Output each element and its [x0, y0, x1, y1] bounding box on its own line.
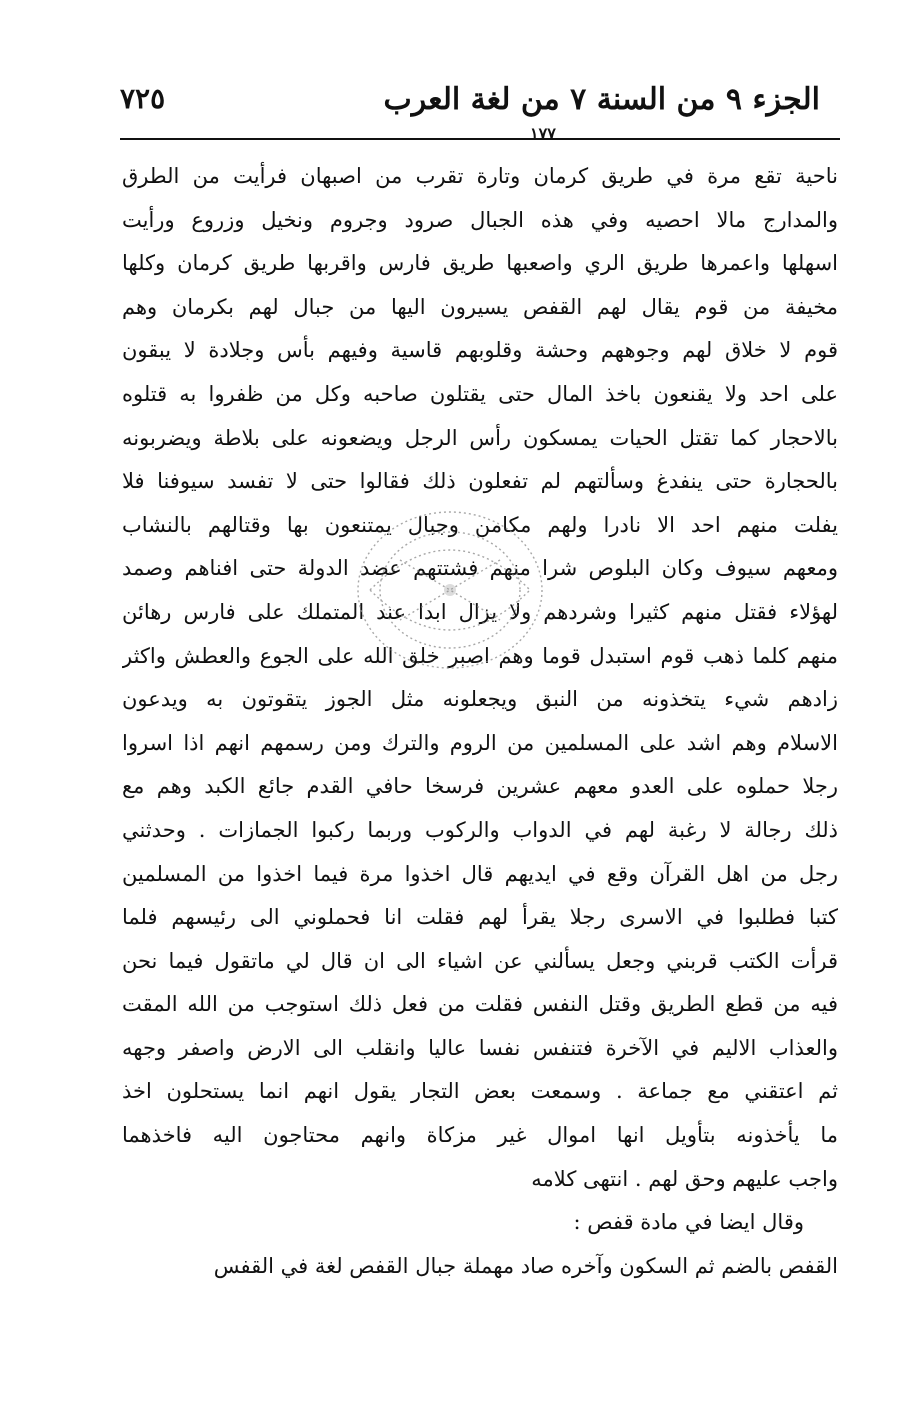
text-line: يفلت منهم احد الا نادرا ولهم مكامن وجبال يمتنعون بها وقتالهم بالنشاب: [122, 512, 838, 537]
page-header: [120, 78, 820, 143]
running-title: الجزء ٩ من السنة ٧ من لغة العرب: [383, 82, 820, 117]
text-line: ذلك رجالة لا رغبة لهم في الدواب والركوب وربما ركبوا الجمازات . وحدثني: [122, 817, 838, 842]
text-line: ناحية تقع مرة في طريق كرمان وتارة تقرب من اصبهان فرأيت من الطرق: [122, 164, 838, 188]
text-line: ما يأخذونه بتأويل انها اموال غير مزكاة وانهم محتاجون اليه فاخذهما: [122, 1123, 838, 1148]
text-line: على احد ولا يقنعون باخذ المال حتى يقتلون صاحبه وكل من ظفروا به قتلوه: [122, 381, 838, 406]
text-line: لهؤلاء فقتل منهم كثيرا وشردهم ولا يزال ابدا عند المتملك على فارس رهائن: [122, 599, 838, 624]
text-line: مخيفة من قوم يقال لهم القفص يسيرون اليها من جبال لهم بكرمان وهم: [122, 294, 838, 319]
final-text-line: القفص بالضم ثم السكون وآخره صاد مهملة جبال القفص لغة في القفس: [213, 1253, 838, 1278]
header-rule: [120, 138, 840, 140]
text-line: كتبا فطلبوا في الاسرى رجلا يقرأ لهم فقلت انا فحملوني الى رئيسهم فلما: [122, 905, 838, 930]
text-line: قوم لا خلاق لهم وجوههم وحشة وقلوبهم قاسية وفيهم بأس وجلادة لا يبقون: [122, 338, 838, 363]
text-line: والعذاب الاليم في الآخرة فتنفس نفسا عاليا وانقلب الى الارض واصفر وجهه: [122, 1035, 838, 1060]
text-line: اسهلها واعمرها طريق الري واصعبها طريق فارس واقربها طريق كرمان وكلها: [122, 251, 838, 276]
text-line: ومعهم سيوف وكان البلوص شرا منهم فشتتهم عضد الدولة حتى افناهم وصمد: [122, 556, 838, 581]
text-line: منهم كلما ذهب قوم استبدل قوما وهم اصبر خلق الله على الجوع والعطش واكثر: [122, 643, 838, 668]
text-line: واجب عليهم وحق لهم . انتهى كلامه: [531, 1166, 838, 1191]
text-line: بالحجارة حتى ينفدغ وسألتهم لم تفعلون ذلك فقالوا حتى لا تفسد سيوفنا فلا: [122, 469, 838, 494]
text-line: ثم اعتقني مع جماعة . وسمعت بعض التجار يقول انهم انما يستحلون اخذ: [122, 1079, 838, 1104]
text-line: الاسلام وهم اشد على المسلمين من الروم والترك ومن رسمهم انهم اذا اسروا: [122, 730, 838, 755]
main-text: [122, 155, 838, 1288]
text-line: رجلا حملوه على العدو معهم عشرين فرسخا حافي القدم جائع الكبد وهم مع: [122, 774, 838, 799]
text-line: رجل من اهل القرآن وقع في ايديهم قال اخذوا مرة فيما اخذوا من المسلمين: [122, 861, 838, 886]
text-line: قرأت الكتب قربني وجعل يسألني عن اشياء الى ان قال لي ماتقول فيما نحن: [122, 948, 838, 973]
text-line: بالاحجار كما تقتل الحيات يمسكون رأس الرجل ويضعونه على بلاطة ويضربونه: [122, 425, 838, 450]
section-subheading: وقال ايضا في مادة قفص :: [573, 1210, 804, 1235]
text-line: زادهم شيء يتخذونه من النبق ويجعلونه مثل الجوز يتقوتون به ويدعون: [122, 687, 838, 712]
text-line: والمدارج مالا احصيه وفي هذه الجبال صرود وجروم ونخيل وزروع ورأيت: [122, 207, 838, 232]
page-number: ٧٢٥: [120, 82, 166, 115]
handwritten-mark: ١٧٧: [530, 124, 556, 143]
text-line: فيه من قطع الطريق وقتل النفس فقلت من فعل ذلك استوجب من الله المقت: [122, 992, 838, 1017]
